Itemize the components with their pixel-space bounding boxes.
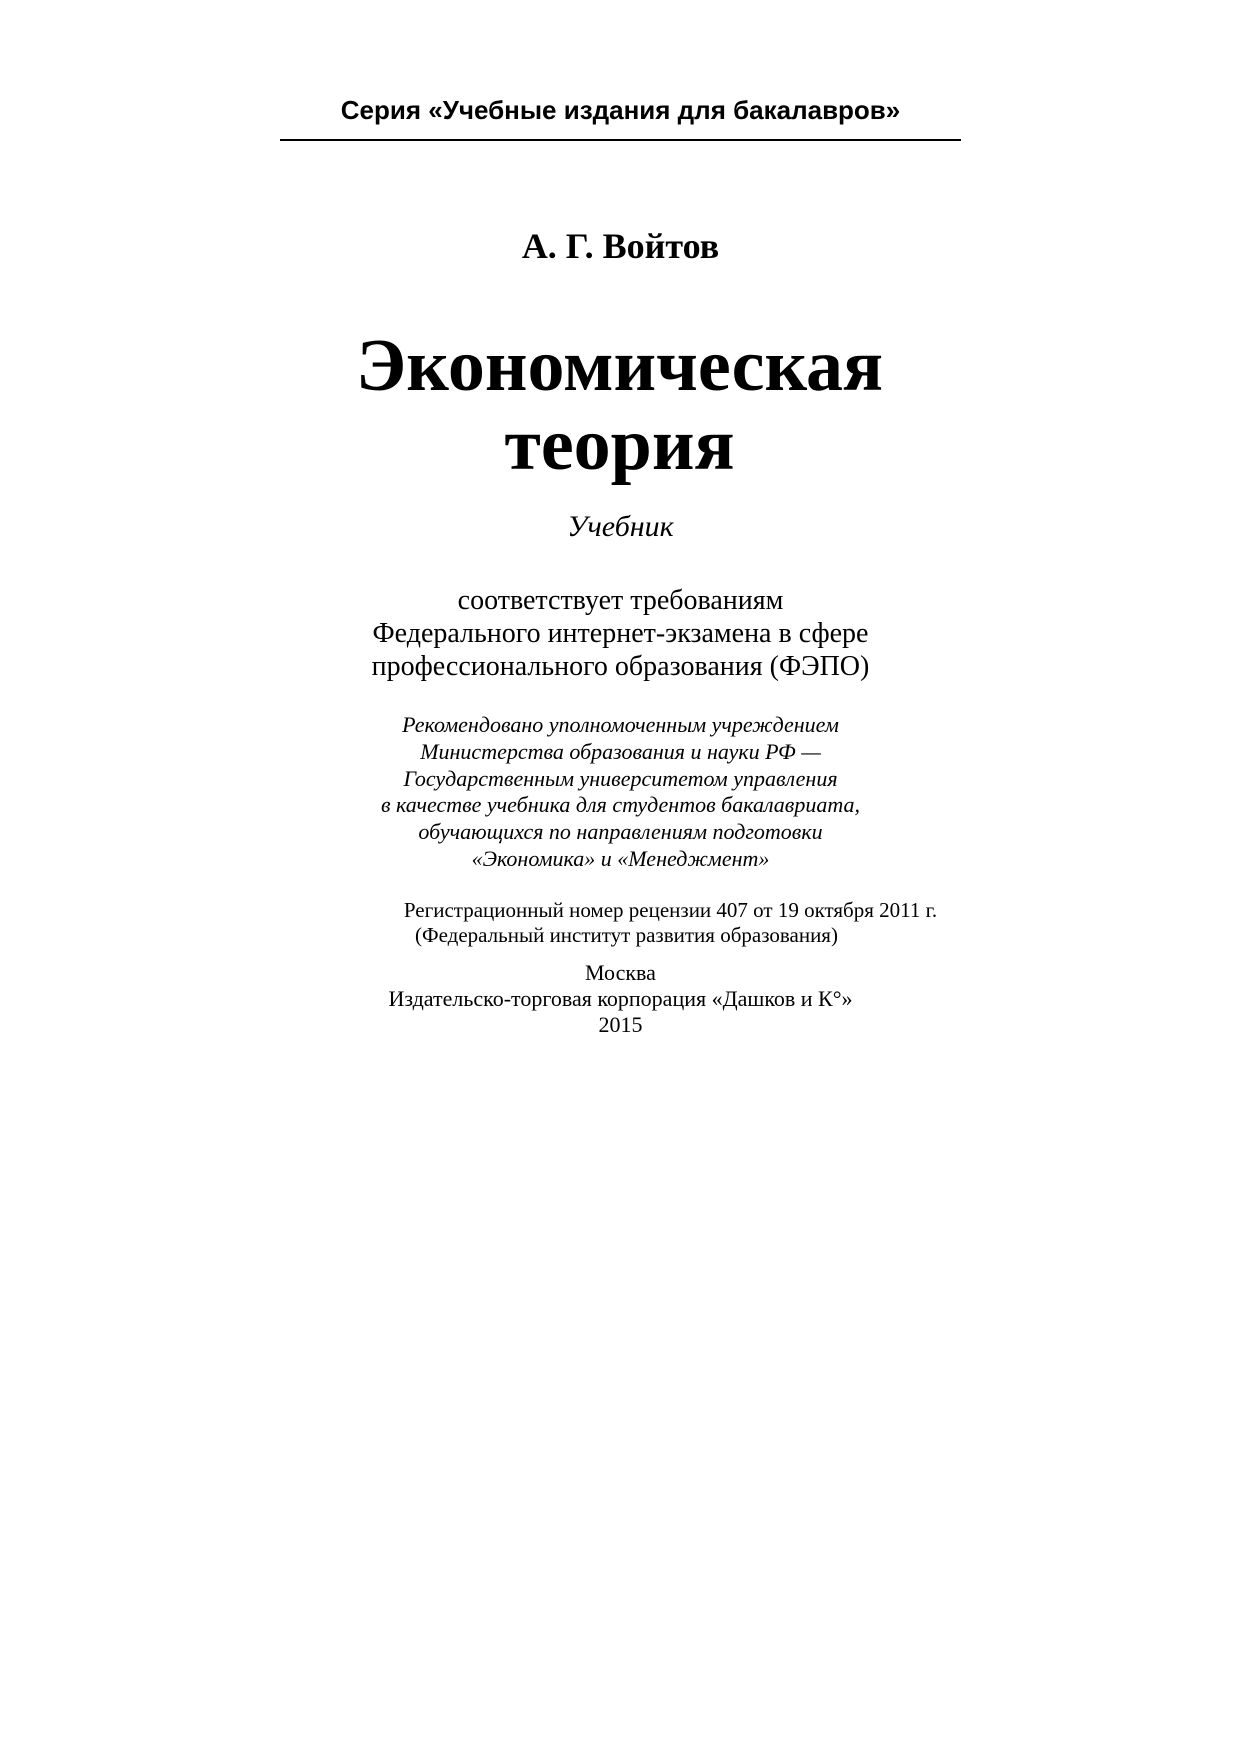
recommendation-line: Государственным университетом управления: [403, 766, 838, 791]
conformity-line: Федерального интернет-экзамена в сфере: [372, 618, 869, 649]
imprint-city: Москва: [585, 960, 656, 985]
book-title-line-1: Экономическая: [356, 325, 883, 407]
registration-line: Регистрационный номер рецензии 407 от 19 октября 2011 г.: [403, 898, 938, 922]
book-subtitle: Учебник: [567, 510, 674, 543]
conformity-line: соответствует требованиям: [457, 585, 784, 616]
recommendation-line: Министерства образования и науки РФ —: [420, 739, 821, 764]
recommendation-line: «Экономика» и «Менеджмент»: [471, 846, 770, 871]
imprint-year: 2015: [598, 1012, 643, 1037]
series-title: Серия «Учебные издания для бакалавров»: [340, 95, 901, 125]
recommendation-line: обучающихся по направлениям подготовки: [418, 819, 823, 844]
header-divider: [280, 139, 961, 141]
recommendation-line: в качестве учебника для студентов бакалавриата,: [380, 792, 861, 817]
imprint-publisher: Издательско-торговая корпорация «Дашков и К°»: [388, 986, 853, 1011]
author-name: А. Г. Войтов: [521, 226, 720, 266]
registration-line: (Федеральный институт развития образования): [415, 923, 838, 947]
conformity-line: профессионального образования (ФЭПО): [371, 651, 870, 682]
recommendation-line: Рекомендовано уполномоченным учреждением: [402, 712, 839, 737]
book-title-line-2: теория: [504, 404, 735, 486]
